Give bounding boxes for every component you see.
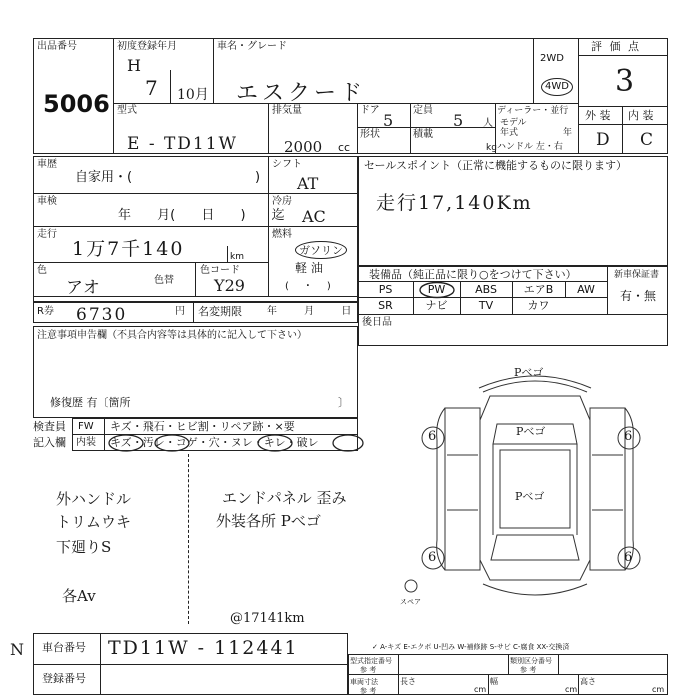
- notes-label: 注意事項申告欄（不具合内容等は具体的に記入して下さい）: [37, 330, 307, 341]
- recycle-value: 6730: [76, 305, 128, 325]
- deadline-value: 年 月 日: [267, 306, 352, 317]
- era-value: H: [127, 56, 141, 75]
- deadline-label: 名変期限: [198, 305, 242, 318]
- equip-pw: PW: [427, 283, 446, 296]
- tire-rear-right: 6: [624, 550, 633, 565]
- equip-aw: AW: [577, 283, 595, 296]
- recycle-label: R券: [37, 306, 54, 317]
- equip-navi: ナビ: [425, 299, 448, 312]
- fuel-gasoline: ガソリン: [295, 241, 347, 259]
- year-value: 7: [145, 76, 158, 100]
- recycle-unit: 円: [175, 306, 185, 317]
- exterior-grade: D: [596, 130, 610, 150]
- equip-tv: TV: [478, 299, 494, 312]
- color-code-label: 色コード: [200, 265, 240, 276]
- fuel-label: 燃料: [272, 229, 292, 240]
- displacement-label: 排気量: [272, 105, 302, 116]
- capacity-value: 5: [453, 111, 464, 130]
- rear-items-label: 後日品: [362, 317, 392, 328]
- tire-front-right: 6: [624, 429, 633, 444]
- color-label: 色: [37, 265, 47, 276]
- history-label: 車歴: [37, 159, 57, 170]
- note-left-2: トリムウキ: [56, 513, 132, 531]
- length-unit: cm: [474, 685, 487, 694]
- pw-circle: [417, 281, 457, 299]
- handle-label: ハンドル 左・右: [497, 142, 563, 152]
- note-left-4: 各Av: [62, 587, 96, 605]
- ac-value: AC: [302, 207, 326, 226]
- dealer-label: ディーラー・並行: [497, 106, 569, 116]
- car-name-label: 車名・グレード: [217, 41, 287, 52]
- fuel-diesel: 軽 油: [295, 261, 323, 275]
- n-mark: N: [10, 640, 24, 659]
- dims-label: 車両寸法: [350, 678, 378, 686]
- entry-label: 記入欄: [33, 436, 66, 449]
- note-left-3: 下廻りS: [56, 538, 112, 556]
- history-close: ): [255, 170, 261, 185]
- load-unit: kg: [486, 143, 497, 153]
- month-value: 10月: [177, 87, 209, 103]
- shift-label: シフト: [272, 159, 302, 170]
- registration-label: 登録番号: [42, 672, 86, 685]
- model-label: 型式: [117, 105, 137, 116]
- type-cert-sub: 参 考: [360, 666, 377, 674]
- height-unit: cm: [652, 685, 665, 694]
- fw-items: キズ・飛石・ヒビ割・リペア跡・×要: [110, 420, 295, 433]
- exterior-grade-label: 外 装: [585, 109, 611, 122]
- color-code-value: Y29: [214, 276, 245, 295]
- damage-legend: ✓ A-キズ E-エクボ U-凹み W-補修跡 S-サビ C-腐食 XX-交換済: [372, 643, 570, 651]
- drive-4wd: 4WD: [541, 78, 573, 96]
- displacement-unit: cc: [338, 141, 351, 154]
- year-suffix: 年: [563, 128, 573, 138]
- equip-airbag: エアB: [523, 283, 554, 296]
- color-value: アオ: [66, 278, 100, 298]
- load-label: 積載: [413, 129, 433, 140]
- model-year-label: モデル: [500, 118, 527, 128]
- height-label: 高さ: [580, 677, 596, 686]
- score-value: 3: [615, 64, 635, 99]
- tire-rear-left: 6: [428, 550, 437, 565]
- equip-ps: PS: [378, 283, 393, 296]
- inspection-label: 車検: [37, 196, 57, 207]
- equip-abs: ABS: [475, 283, 497, 296]
- interior-items: キズ・汚レ・コゲ・穴・ヌレ・キレ・破レ: [110, 436, 319, 449]
- capacity-unit: 人: [483, 118, 493, 129]
- interior-circles: [104, 433, 364, 453]
- fw-label: FW: [78, 421, 94, 432]
- shape-label: 形状: [360, 129, 380, 140]
- score-label: 評 価 点: [591, 40, 641, 53]
- diagram-mark-hood: Pべゴ: [516, 425, 546, 438]
- equipment-label: 装備品（純正品に限り○をつけて下さい）: [369, 268, 577, 281]
- note-left-1: 外ハンドル: [56, 490, 132, 508]
- drive-2wd: 2WD: [540, 53, 564, 64]
- inspection-value: 年 月( 日 ) 迄: [118, 208, 285, 223]
- car-diagram: [395, 360, 675, 610]
- class-label: 類別区分番号: [510, 657, 552, 665]
- repair-history-label: 修復歴 有〔箇所: [50, 396, 131, 409]
- doors-label: ドア: [360, 105, 380, 116]
- length-label: 長さ: [400, 677, 416, 686]
- class-sub: 参 考: [520, 666, 537, 674]
- car-name: エスクード: [236, 81, 367, 106]
- interior-items-label: 内装: [76, 437, 96, 448]
- repair-history-close: 〕: [338, 396, 349, 409]
- mileage-label: 走行: [37, 229, 57, 240]
- lot-number: 5006: [43, 90, 110, 118]
- fuel-extra: (・): [285, 281, 345, 292]
- width-unit: cm: [565, 685, 578, 694]
- note-right-2: 外装各所 Pべゴ: [216, 512, 321, 530]
- lot-number-label: 出品番号: [37, 41, 77, 52]
- interior-grade-label: 内 装: [628, 109, 654, 122]
- diagram-mark-roof: Pべゴ: [515, 490, 545, 503]
- displacement-value: 2000: [284, 138, 323, 156]
- shift-value: AT: [297, 174, 319, 193]
- model-year-label-2: 年式: [500, 128, 519, 138]
- width-label: 幅: [490, 677, 498, 686]
- spare-label: スペア: [400, 598, 421, 606]
- type-cert-label: 型式指定番号: [350, 657, 392, 665]
- sales-point-label: セールスポイント（正常に機能するものに限ります）: [364, 159, 628, 172]
- model-value: E - TD11W: [127, 134, 239, 154]
- chassis-label: 車台番号: [42, 641, 86, 654]
- chassis-value: TD11W - 112441: [108, 637, 299, 659]
- equip-sr: SR: [378, 299, 393, 312]
- dims-sub: 参 考: [360, 687, 377, 695]
- sales-point-value: 走行17,140Km: [376, 192, 533, 214]
- ac-label: 冷房: [272, 196, 292, 207]
- inspector-label: 検査員: [33, 420, 66, 433]
- odometer-note: @17141km: [230, 611, 305, 626]
- equip-leather: カワ: [527, 299, 550, 312]
- mileage-unit: km: [230, 252, 244, 262]
- tire-front-left: 6: [428, 429, 437, 444]
- note-right-1: エンドパネル 歪み: [222, 489, 347, 507]
- interior-grade: C: [640, 130, 654, 150]
- history-value: 自家用・(: [75, 170, 133, 185]
- first-registration-label: 初度登録年月: [117, 41, 177, 52]
- diagram-mark-front: Pべゴ: [514, 366, 544, 379]
- color-change-label: 色替: [154, 275, 174, 286]
- warranty-value: 有・無: [620, 289, 657, 303]
- capacity-label: 定員: [413, 105, 433, 116]
- doors-value: 5: [383, 111, 394, 130]
- mileage-value: 1万7千140: [72, 238, 185, 260]
- warranty-label: 新車保証書: [614, 270, 660, 280]
